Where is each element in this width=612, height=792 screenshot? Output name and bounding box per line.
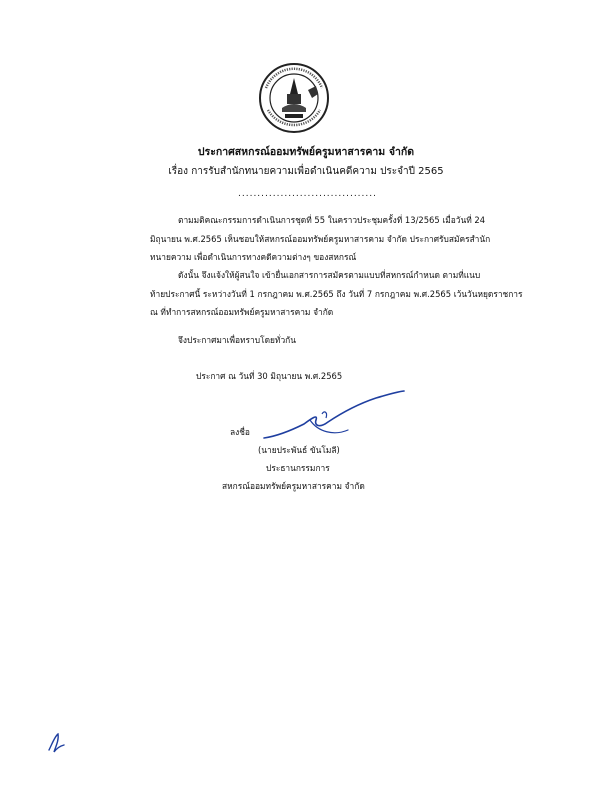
cooperative-seal-icon [258,62,330,134]
announcement-date: ประกาศ ณ วันที่ 30 มิถุนายน พ.ศ.2565 [196,371,343,381]
paragraph1-line3: ทนายความ เพื่อดำเนินการทางคดีความต่างๆ ของสหกรณ์ [150,252,357,262]
sign-label: ลงชื่อ [230,427,250,437]
handwritten-initials [46,730,68,754]
signer-position: ประธานกรรมการ [266,463,330,473]
dotted-divider: .................................... [238,189,377,199]
signer-name: (นายประพันธ์ ขันโมลี) [258,445,340,455]
paragraph1-line1: ตามมติคณะกรรมการดำเนินการชุดที่ 55 ในคราวประชุมครั้งที่ 13/2565 เมื่อวันที่ 24 [178,215,486,225]
signer-organization: สหกรณ์ออมทรัพย์ครูมหาสารคาม จำกัด [222,481,365,491]
paragraph2-line2: ท้ายประกาศนี้ ระหว่างวันที่ 1 กรกฎาคม พ.ศ.2565 ถึง วันที่ 7 กรกฎาคม พ.ศ.2565 เว้นวันหยุดราชการ [150,289,523,299]
paragraph1-line2: มิถุนายน พ.ศ.2565 เห็นชอบให้สหกรณ์ออมทรัพย์ครูมหาสารคาม จำกัด ประกาศรับสมัครสำนัก [150,234,491,244]
paragraph2-line3: ณ ที่ทำการสหกรณ์ออมทรัพย์ครูมหาสารคาม จำกัด [150,307,334,317]
handwritten-signature [258,390,408,446]
announcement-title: ประกาศสหกรณ์ออมทรัพย์ครูมหาสารคาม จำกัด [197,146,415,158]
announcement-subject: เรื่อง การรับสำนักทนายความเพื่อดำเนินคดีความ ประจำปี 2565 [168,166,444,177]
paragraph2-line1: ดังนั้น จึงแจ้งให้ผู้สนใจ เข้ายื่นเอกสารการสมัครตามแบบที่สหกรณ์กำหนด ตามที่แนบ [178,270,481,280]
announce-statement: จึงประกาศมาเพื่อทราบโดยทั่วกัน [178,335,296,345]
